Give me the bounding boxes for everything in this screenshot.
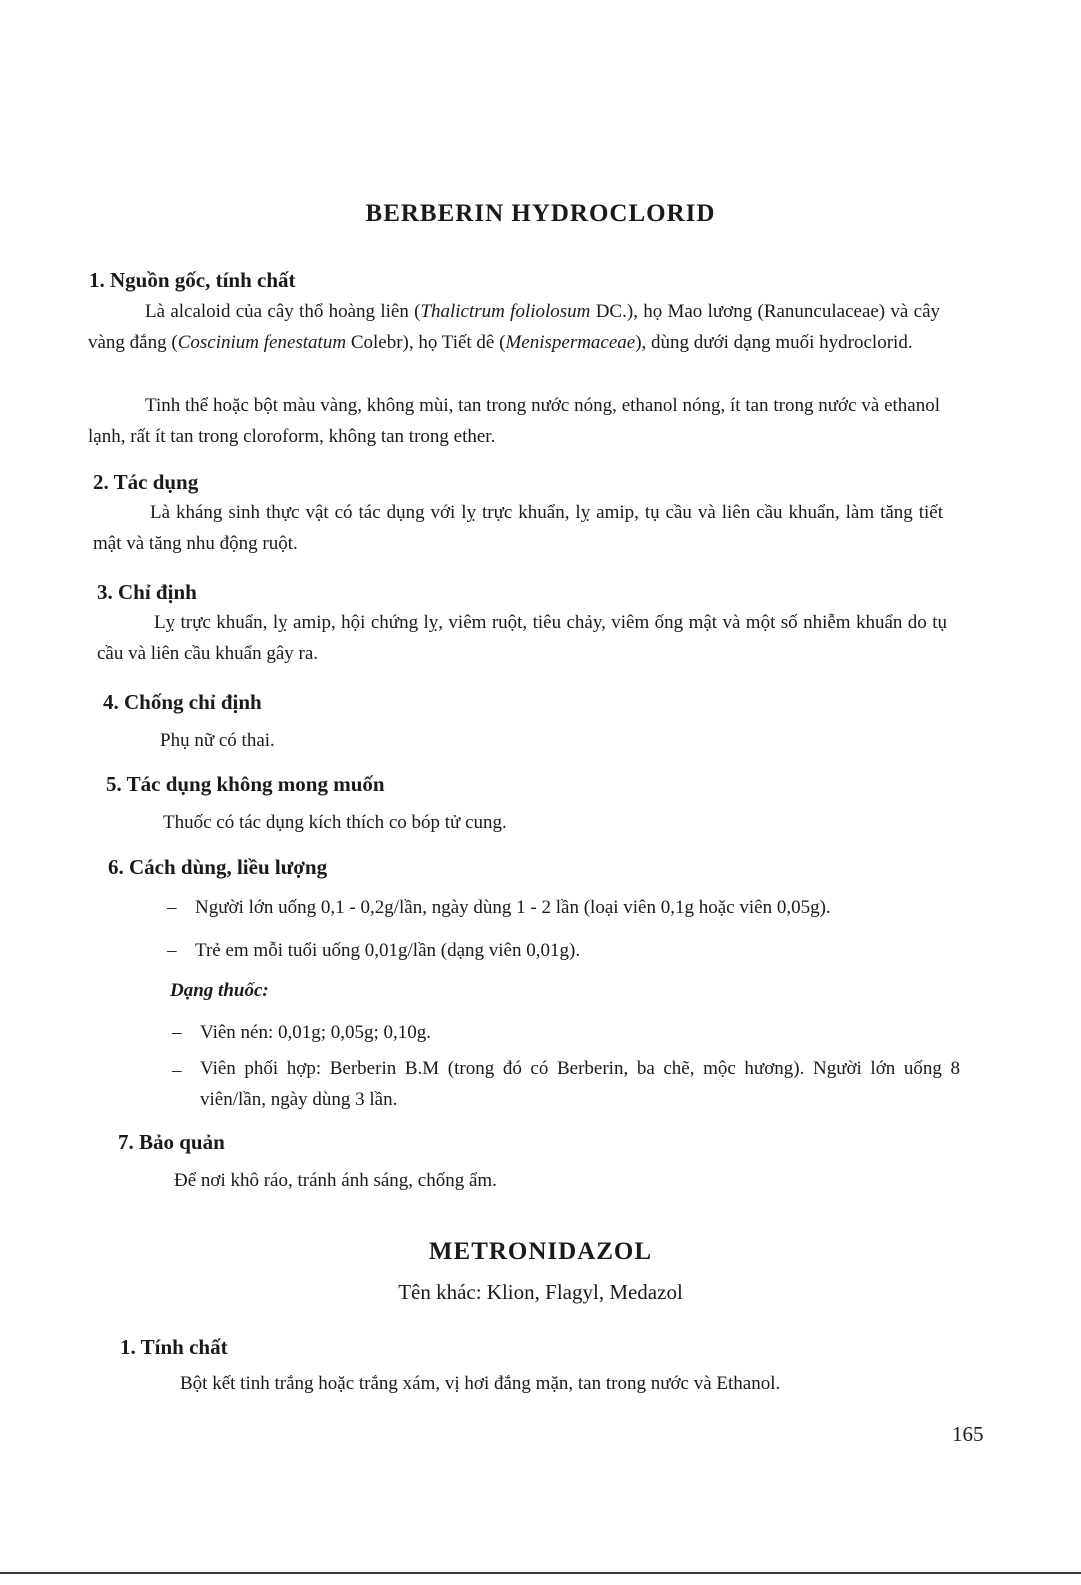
bullet-dash: –: [172, 1022, 182, 1043]
monograph-title-metronidazol: METRONIDAZOL: [428, 1238, 653, 1265]
paragraph-contraindications: Phụ nữ có thai.: [160, 730, 275, 751]
origin-text-g: ), dùng dưới dạng muối hydroclorid.: [635, 332, 913, 353]
section-heading-side-effects: 5. Tác dụng không mong muốn: [106, 772, 385, 796]
paragraph-metronidazol-properties: Bột kết tinh trắng hoặc trắng xám, vị hơi đắng mặn, tan trong nước và Ethanol.: [180, 1373, 781, 1394]
section-heading-effects: 2. Tác dụng: [93, 470, 199, 494]
section-heading-indications: 3. Chỉ định: [97, 580, 197, 604]
section-heading-storage: 7. Bảo quản: [118, 1130, 225, 1154]
paragraph-side-effects: Thuốc có tác dụng kích thích co bóp tử cung.: [163, 812, 507, 833]
dosage-child: Trẻ em mỗi tuổi uống 0,01g/lần (dạng viên 0,01g).: [195, 940, 581, 961]
paragraph-indications: Lỵ trực khuẩn, lỵ amip, hội chứng lỵ, viêm ruột, tiêu chảy, viêm ống mật và một số nhiễm khuẩn do tụ cầu và liên cầu khuẩn gây ra.: [97, 612, 947, 664]
paragraph-properties: Tinh thể hoặc bột màu vàng, không mùi, tan trong nước nóng, ethanol nóng, ít tan trong nước và ethanol lạnh, rất ít tan trong cloroform, không tan trong ether.: [88, 395, 940, 447]
dosage-form-tablet: Viên nén: 0,01g; 0,05g; 0,10g.: [200, 1022, 432, 1043]
origin-text-a: Là alcaloid của cây thổ hoàng liên (: [145, 301, 421, 322]
dosage-form-combination: Viên phối hợp: Berberin B.M (trong đó có Berberin, ba chẽ, mộc hương). Người lớn uống 8 viên/lần, ngày dùng 3 lần.: [200, 1058, 960, 1110]
paragraph-origin: [88, 296, 940, 358]
origin-text-c: DC.), họ Mao lương (Ranunculaceae) và cây vàng đắng (: [88, 301, 941, 353]
bullet-dash: –: [167, 940, 177, 961]
metronidazol-other-names: Tên khác: Klion, Flagyl, Medazol: [398, 1280, 683, 1304]
bullet-dash: –: [172, 1060, 182, 1081]
dosage-adult: Người lớn uống 0,1 - 0,2g/lần, ngày dùng 1 - 2 lần (loại viên 0,1g hoặc viên 0,05g).: [195, 897, 831, 918]
origin-text-e: Colebr), họ Tiết dê (: [346, 332, 506, 353]
dosage-forms-subheading: Dạng thuốc:: [170, 980, 269, 1001]
species-thalictrum: Thalictrum foliolosum: [420, 301, 591, 322]
section-heading-metronidazol-properties: 1. Tính chất: [120, 1335, 228, 1359]
scan-edge-rule: [0, 1572, 1081, 1574]
family-menispermaceae: Menispermaceae: [505, 332, 636, 353]
paragraph-storage: Để nơi khô ráo, tránh ánh sáng, chống ẩm.: [174, 1170, 497, 1191]
bullet-dash: –: [167, 897, 177, 918]
section-heading-origin: 1. Nguồn gốc, tính chất: [89, 268, 296, 292]
page-number: 165: [952, 1422, 984, 1446]
section-heading-contraindications: 4. Chống chỉ định: [103, 690, 262, 714]
monograph-title-berberin: BERBERIN HYDROCLORID: [365, 200, 716, 227]
species-coscinium: Coscinium fenestatum: [177, 332, 347, 353]
section-heading-dosage: 6. Cách dùng, liều lượng: [108, 855, 328, 879]
paragraph-effects: Là kháng sinh thực vật có tác dụng với lỵ trực khuẩn, lỵ amip, tụ cầu và liên cầu khuẩn, làm tăng tiết mật và tăng nhu động ruột.: [93, 502, 943, 554]
